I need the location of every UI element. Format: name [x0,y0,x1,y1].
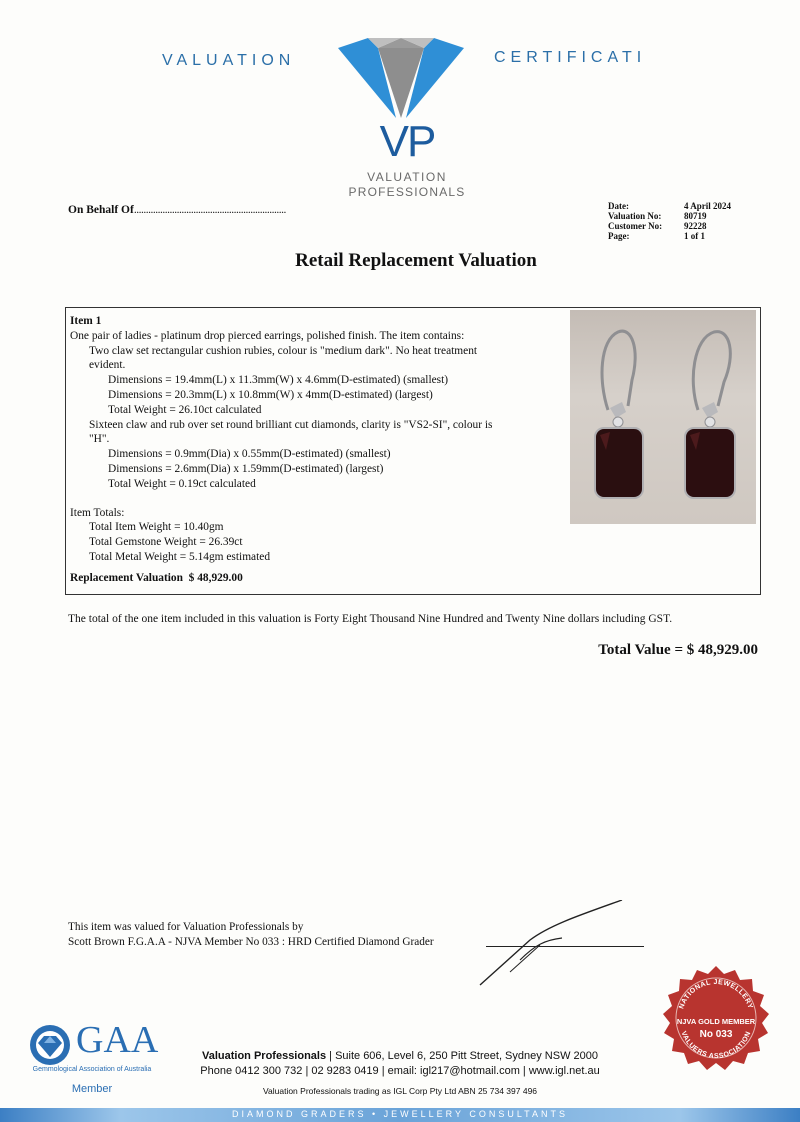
item-totals-heading: Item Totals: [70,506,125,519]
footer-contact: Phone 0412 300 732 | 02 9283 0419 | email: igl217@hotmail.com | www.igl.net.au [200,1065,600,1077]
valuer-line-1: This item was valued for Valuation Professionals by [68,921,304,933]
gaa-name: GAA [76,1019,159,1061]
page-title: Retail Replacement Valuation [295,250,537,271]
seal-bottom-text: VALUERS ASSOCIATION [679,1030,753,1061]
valuer-statement [68,920,434,950]
diamond-logo-icon [338,36,464,122]
header-left-word: VALUATION [162,52,296,69]
item-description [70,314,570,586]
meta-row-customer-no: Customer No: 92228 [608,221,707,231]
item-line: Total Weight = 26.10ct calculated [108,403,262,416]
logo-line-1: VALUATION [367,170,447,184]
item-line: Dimensions = 2.6mm(Dia) x 1.59mm(D-estimated) (largest) [108,462,384,475]
replacement-valuation [70,571,570,586]
item-line: One pair of ladies - platinum drop pierced earrings, polished finish. The item contains: [70,329,465,342]
meta-row-date: Date: 4 April 2024 [608,201,732,211]
item-line: Sixteen claw and rub over set round brilliant cut diamonds, clarity is "VS2-SI", colour is [89,418,493,431]
item-line: Dimensions = 19.4mm(L) x 11.3mm(W) x 4.6mm(D-estimated) (smallest) [108,374,449,387]
item-line: evident. [89,359,126,372]
on-behalf-label: On Behalf Of [68,204,134,216]
on-behalf-of [68,204,286,216]
seal-line-1: NJVA GOLD MEMBER [676,1017,756,1026]
meta-row-valuation-no: Valuation No: 80719 [608,211,707,221]
gaa-emblem-icon [28,1023,72,1067]
logo-vp: VP [379,117,435,166]
total-value: Total Value = $ 48,929.00 [598,642,758,658]
earrings-photo [570,310,756,524]
summary-text: The total of the one item included in this valuation is Forty Eight Thousand Nine Hundred and Twenty Nine dollars including GST. [68,613,673,625]
item-line: Two claw set rectangular cushion rubies, colour is "medium dark". No heat treatment [89,344,478,357]
njva-seal-icon [658,964,774,1080]
item-line: Dimensions = 0.9mm(Dia) x 0.55mm(D-estimated) (smallest) [108,448,391,461]
meta-table [608,201,735,241]
footer-address-text: | Suite 606, Level 6, 250 Pitt Street, Sydney NSW 2000 [326,1050,598,1062]
footer-abn: Valuation Professionals trading as IGL Corp Pty Ltd ABN 25 734 397 496 [262,1086,538,1096]
seal-top-text: NATIONAL JEWELLERY [678,978,754,1010]
gaa-subtitle: Gemmological Association of Australia [32,1066,152,1073]
item-total-line: Total Metal Weight = 5.14gm estimated [89,550,271,563]
on-behalf-value: ................................................................ [133,204,286,216]
replacement-value: $ 48,929.00 [188,571,243,584]
footer-strip [0,1108,800,1122]
seal-line-2: No 033 [699,1029,733,1040]
item-total-line: Total Item Weight = 10.40gm [89,521,224,534]
earrings-illustration [570,310,756,524]
header-right-word: CERTIFICATI [494,49,647,66]
replacement-label: Replacement Valuation [70,571,183,584]
valuer-line-2: Scott Brown F.G.A.A - NJVA Member No 033 : HRD Certified Diamond Grader [68,936,434,948]
item-total-line: Total Gemstone Weight = 26.39ct [89,536,243,549]
signature-icon [470,900,630,990]
footer-company: Valuation Professionals [202,1050,327,1062]
footer-strip-text: DIAMOND GRADERS • JEWELLERY CONSULTANTS [231,1109,569,1119]
item-line: Total Weight = 0.19ct calculated [108,477,256,490]
logo-line-2: PROFESSIONALS [348,185,466,199]
meta-row-page: Page: 1 of 1 [608,231,705,241]
footer-address [160,1050,640,1062]
gaa-member: Member [71,1083,113,1095]
item-heading: Item 1 [70,315,102,327]
item-line: Dimensions = 20.3mm(L) x 10.8mm(W) x 4mm(D-estimated) (largest) [108,388,433,401]
item-line: "H". [89,433,110,446]
